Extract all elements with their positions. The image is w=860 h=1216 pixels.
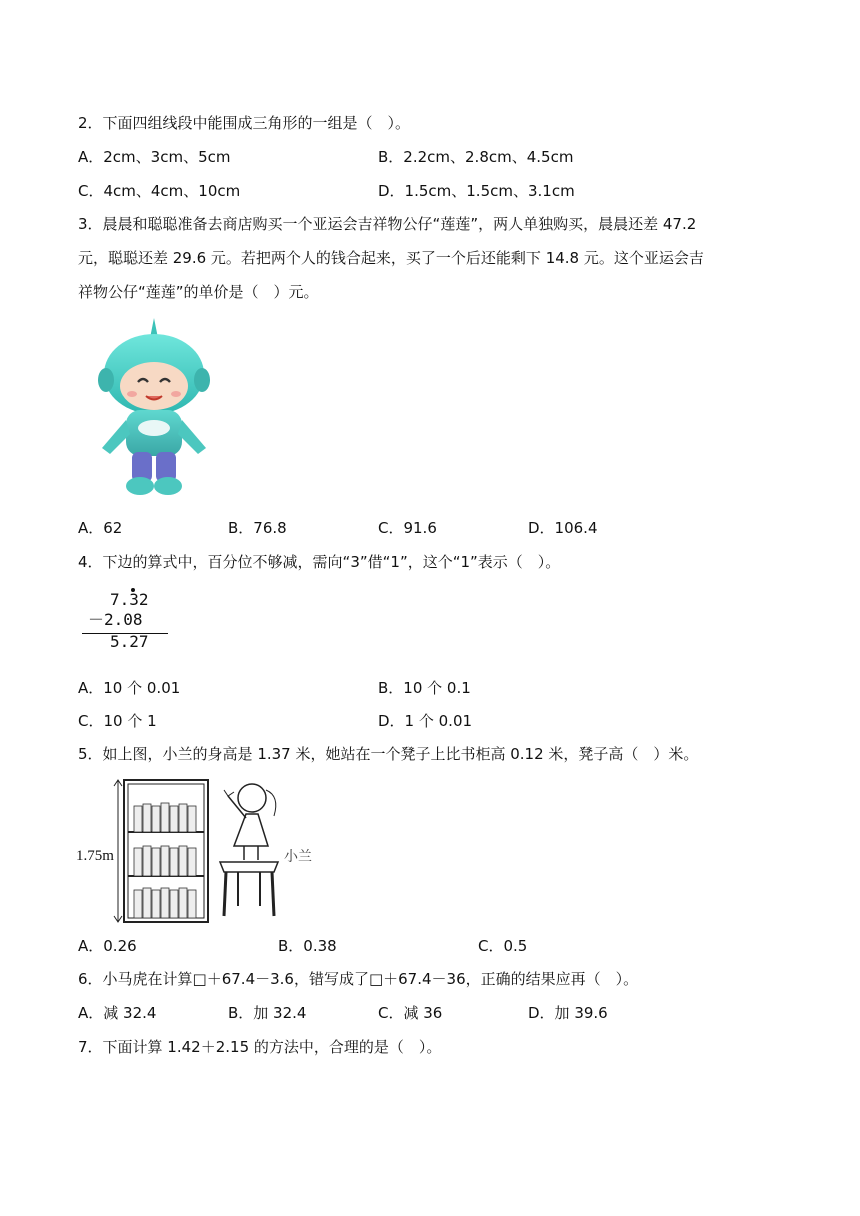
q2-option-d: D．1.5cm、1.5cm、3.1cm [378,182,575,200]
difference: 5.27 [110,632,149,651]
q5-option-c: C．0.5 [478,937,528,955]
q3-stem-line-1: 3．晨晨和聪聪准备去商店购买一个亚运会吉祥物公仔“莲莲”，两人单独购买，晨晨还差 47.2 [78,215,697,233]
q3-option-d: D．106.4 [528,519,598,537]
q3-option-b: B．76.8 [228,519,287,537]
q6-option-d: D．加 39.6 [528,1004,608,1022]
bookcase-girl-illustration [108,776,308,926]
girl-name-label: 小兰 [284,849,312,865]
q6-option-a: A．减 32.4 [78,1004,157,1022]
q4-stem: 4．下边的算式中，百分位不够减，需向“3”借“1”，这个“1”表示（ ）。 [78,553,561,571]
bookcase-height-label: 1.75m [76,848,114,864]
q4-option-a: A．10 个 0.01 [78,679,181,697]
q6-stem: 6．小马虎在计算□＋67.4－3.6，错写成了□＋67.4－36，正确的结果应再（ ）。 [78,970,639,988]
q2-option-a: A．2cm、3cm、5cm [78,148,231,166]
mascot-illustration [92,316,220,498]
minuend: 7.32 [110,590,149,609]
q4-option-b: B．10 个 0.1 [378,679,471,697]
q7-stem: 7．下面计算 1.42＋2.15 的方法中，合理的是（ ）。 [78,1038,442,1056]
q3-option-a: A．62 [78,519,123,537]
q3-stem-line-3: 祥物公仔“莲莲”的单价是（ ）元。 [78,283,319,301]
subtraction-rule [82,633,168,634]
q5-option-a: A．0.26 [78,937,137,955]
q5-stem: 5．如上图，小兰的身高是 1.37 米，她站在一个凳子上比书柜高 0.12 米，凳子高（ ）米。 [78,745,699,763]
q6-option-c: C．减 36 [378,1004,443,1022]
q6-option-b: B．加 32.4 [228,1004,307,1022]
q4-option-c: C．10 个 1 [78,712,157,730]
q3-option-c: C．91.6 [378,519,437,537]
q4-option-d: D．1 个 0.01 [378,712,473,730]
q2-option-b: B．2.2cm、2.8cm、4.5cm [378,148,574,166]
q5-option-b: B．0.38 [278,937,337,955]
vertical-subtraction [80,590,170,652]
subtrahend: －2.08 [88,610,143,629]
q2-option-c: C．4cm、4cm、10cm [78,182,241,200]
q2-stem: 2．下面四组线段中能围成三角形的一组是（ ）。 [78,114,411,132]
q3-stem-line-2: 元，聪聪还差 29.6 元。若把两个人的钱合起来，买了一个后还能剩下 14.8 元。这个亚运会吉 [78,249,704,267]
